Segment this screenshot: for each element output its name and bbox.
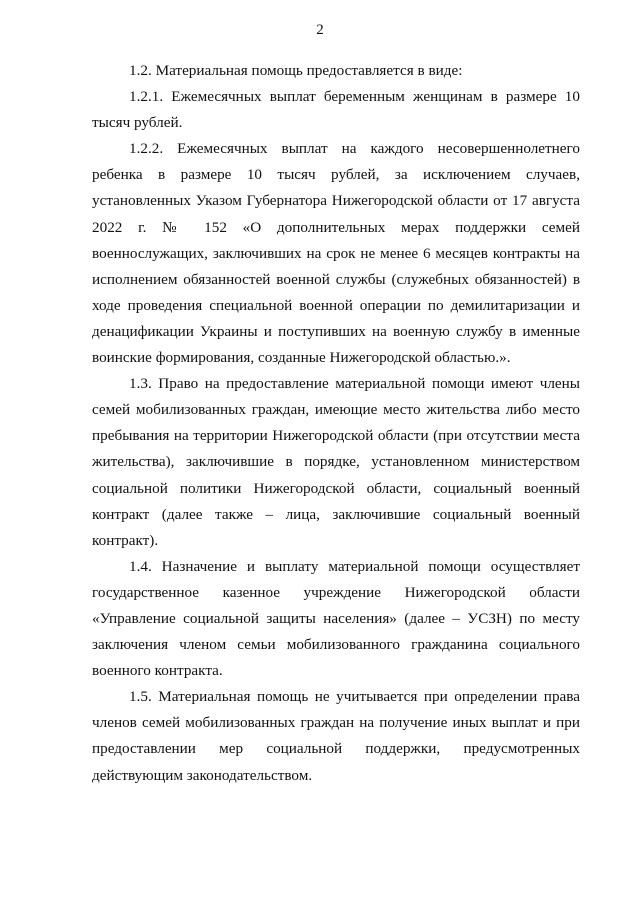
paragraph-1-2-1: 1.2.1. Ежемесячных выплат беременным женщинам в размере 10 тысяч рублей.: [92, 88, 580, 132]
paragraph-1-3: 1.3. Право на предоставление материальной помощи имеют члены семей мобилизованных граждан, имеющие место жительства либо место пребывания на территории Нижегородской области (при отсутствии места жительства), заключившие в порядке, установленном министерством социальной политики Нижегородской области, социальный военный контракт (далее также – лица, заключившие социальный военный контракт).: [92, 375, 580, 549]
paragraph-1-2: 1.2. Материальная помощь предоставляется в виде:: [129, 62, 463, 79]
paragraph-1-4: 1.4. Назначение и выплату материальной помощи осуществляет государственное казенное учреждение Нижегородской области «Управление социальной защиты населения» (далее – УСЗН) по месту заключения членом семьи мобилизованного гражданина социального военного контракта.: [92, 557, 580, 680]
paragraph-1-5: 1.5. Материальная помощь не учитывается при определении права членов семей мобилизованных граждан на получение иных выплат и при предоставлении мер социальной поддержки, предусмотренных действующим законодательством.: [92, 688, 580, 784]
page-number: 2: [316, 22, 324, 38]
paragraph-1-2-2: 1.2.2. Ежемесячных выплат на каждого несовершеннолетнего ребенка в размере 10 тысяч рублей, за исключением случаев, установленных Указом Губернатора Нижегородской области от 17 августа 2022 г. № 152 «О дополнительных мерах поддержки семей военнослужащих, заключивших на срок не менее 6 месяцев контракты на исполнением обязанностей военной службы (служебных обязанностей) в ходе проведения специальной военной операции по демилитаризации и денацификации Украины и поступивших на военную службу в именные воинские формирования, созданные Нижегородской областью.».: [92, 140, 580, 367]
document-body: [92, 58, 580, 789]
